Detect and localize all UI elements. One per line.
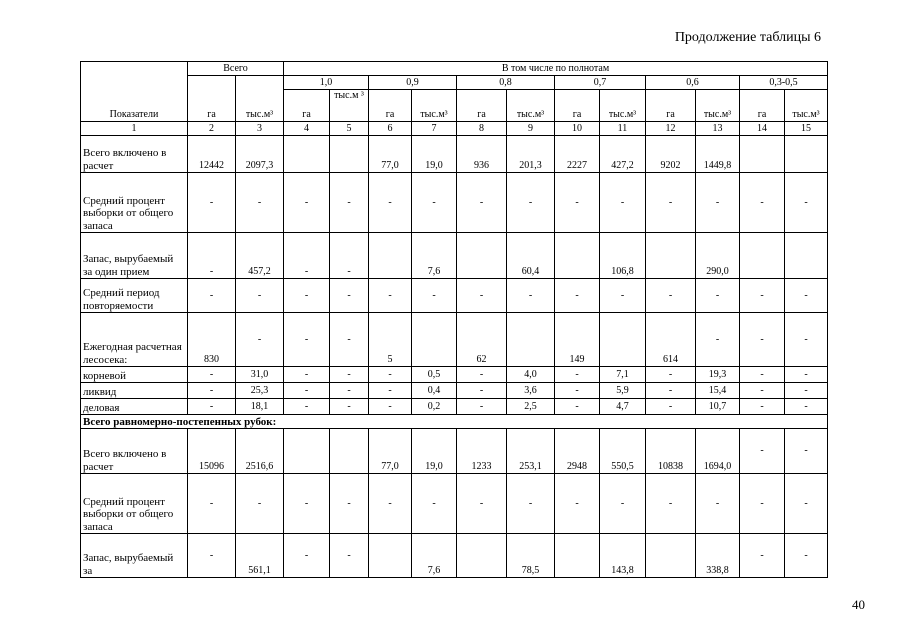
header-density: 0,8 (457, 76, 555, 90)
table-cell: - (369, 383, 412, 399)
table-body-section-2 (81, 429, 828, 578)
page-number: 40 (852, 597, 865, 612)
table-cell: - (696, 474, 740, 534)
column-number: 7 (412, 122, 457, 136)
table-cell: - (188, 399, 236, 415)
table-cell: - (330, 399, 369, 415)
table-cell: - (507, 279, 555, 313)
row-label: Средний процент выборки от общего запаса (81, 474, 188, 534)
table-row (81, 399, 828, 415)
table-cell: - (369, 173, 412, 233)
table-cell: - (740, 474, 785, 534)
table-cell: 143,8 (600, 534, 646, 578)
table-cell: - (555, 173, 600, 233)
header-density: 1,0 (284, 76, 369, 90)
table-cell: 78,5 (507, 534, 555, 578)
table-cell: - (555, 399, 600, 415)
table-cell (457, 534, 507, 578)
column-number: 14 (740, 122, 785, 136)
table-cell (330, 136, 369, 173)
table-cell: 253,1 (507, 429, 555, 474)
table-cell: - (188, 233, 236, 279)
table-cell (369, 534, 412, 578)
table-cell: 15096 (188, 429, 236, 474)
table-cell: 7,6 (412, 233, 457, 279)
table-cell: 12442 (188, 136, 236, 173)
header-density: 0,9 (369, 76, 457, 90)
table-cell: - (507, 474, 555, 534)
table-cell: 25,3 (236, 383, 284, 399)
table-cell: 4,0 (507, 367, 555, 383)
header-volume: тыс.м³ (600, 90, 646, 122)
table-cell: - (785, 383, 828, 399)
table-cell: - (369, 367, 412, 383)
header-density: 0,6 (646, 76, 740, 90)
table-cell: - (555, 279, 600, 313)
header-density: 0,7 (555, 76, 646, 90)
table-cell: - (188, 474, 236, 534)
table-cell: - (284, 279, 330, 313)
column-number: 3 (236, 122, 284, 136)
table-cell: - (369, 399, 412, 415)
column-number: 4 (284, 122, 330, 136)
table-cell: 18,1 (236, 399, 284, 415)
table-cell: - (330, 474, 369, 534)
column-numbers-row (81, 122, 828, 136)
table-cell: 2097,3 (236, 136, 284, 173)
row-label: Всего включено в расчет (81, 429, 188, 474)
table-cell: - (696, 279, 740, 313)
table-cell: - (412, 173, 457, 233)
column-number: 15 (785, 122, 828, 136)
table-cell (600, 313, 646, 367)
table-cell: - (188, 279, 236, 313)
table-cell: 2227 (555, 136, 600, 173)
table-cell: - (646, 367, 696, 383)
table-cell: - (555, 367, 600, 383)
table-row (81, 429, 828, 474)
table-cell: - (284, 383, 330, 399)
table-cell: 149 (555, 313, 600, 367)
table-row (81, 136, 828, 173)
table-cell (785, 233, 828, 279)
table-row (81, 534, 828, 578)
column-number: 8 (457, 122, 507, 136)
table-cell: - (696, 313, 740, 367)
table-cell (555, 534, 600, 578)
table-cell: 31,0 (236, 367, 284, 383)
header-volume: тыс.м³ (236, 76, 284, 122)
table-cell: 427,2 (600, 136, 646, 173)
table-row (81, 474, 828, 534)
table-cell: 0,2 (412, 399, 457, 415)
table-cell: - (696, 173, 740, 233)
table-cell: - (330, 534, 369, 578)
table-cell: 5,9 (600, 383, 646, 399)
table-cell: 10,7 (696, 399, 740, 415)
table-cell (555, 233, 600, 279)
column-number: 13 (696, 122, 740, 136)
header-ha: га (555, 90, 600, 122)
table-cell: 2516,6 (236, 429, 284, 474)
table-cell: - (740, 367, 785, 383)
table-cell: - (507, 173, 555, 233)
table-cell: - (785, 279, 828, 313)
table-cell: 457,2 (236, 233, 284, 279)
table-cell: - (236, 279, 284, 313)
column-number: 5 (330, 122, 369, 136)
row-label: Средний процент выборки от общего запаса (81, 173, 188, 233)
table-cell: - (236, 474, 284, 534)
header-volume: тыс.м ³ (330, 90, 369, 122)
table-cell: - (236, 313, 284, 367)
table-cell: - (740, 429, 785, 474)
table-cell: - (330, 279, 369, 313)
table-cell (457, 233, 507, 279)
row-label: Запас, вырубаемый за один прием (81, 233, 188, 279)
table-cell: 1233 (457, 429, 507, 474)
table-cell: - (600, 279, 646, 313)
table-cell: 77,0 (369, 429, 412, 474)
table-cell (740, 233, 785, 279)
table-cell (740, 136, 785, 173)
table-cell: 201,3 (507, 136, 555, 173)
table-cell: - (236, 173, 284, 233)
row-label: Ежегодная расчетная лесосека: (81, 313, 188, 367)
table-cell: - (555, 383, 600, 399)
table-cell: - (785, 534, 828, 578)
table-cell: - (330, 173, 369, 233)
table-cell: 19,0 (412, 136, 457, 173)
table-cell: 550,5 (600, 429, 646, 474)
header-total: Всего (188, 62, 284, 76)
row-label: ликвид (81, 383, 188, 399)
table-cell: - (284, 399, 330, 415)
table-cell: 2,5 (507, 399, 555, 415)
table-cell: - (740, 173, 785, 233)
table-body-section-1 (81, 136, 828, 415)
table-cell: 19,3 (696, 367, 740, 383)
table-cell: - (284, 233, 330, 279)
table-cell: - (457, 279, 507, 313)
table-cell: 9202 (646, 136, 696, 173)
table-cell: - (330, 367, 369, 383)
table-cell: 0,4 (412, 383, 457, 399)
table-cell: - (330, 233, 369, 279)
header-by-density: В том числе по полнотам (284, 62, 828, 76)
table-cell: 936 (457, 136, 507, 173)
row-label: Всего включено в расчет (81, 136, 188, 173)
table-cell: - (740, 383, 785, 399)
table-cell: - (646, 383, 696, 399)
table-cell (646, 233, 696, 279)
table-cell: - (785, 367, 828, 383)
table-cell: - (740, 313, 785, 367)
table-cell: 0,5 (412, 367, 457, 383)
row-label: Запас, вырубаемый за (81, 534, 188, 578)
table-cell: - (646, 399, 696, 415)
table-cell: - (785, 173, 828, 233)
header-density: 0,3-0,5 (740, 76, 828, 90)
table-cell: - (330, 313, 369, 367)
table-cell: - (412, 279, 457, 313)
table-cell: 77,0 (369, 136, 412, 173)
table-cell: - (412, 474, 457, 534)
table-cell: - (646, 474, 696, 534)
section-title: Всего равномерно-постепенных рубок: (81, 415, 828, 429)
header-ha: га (457, 90, 507, 122)
table-cell: - (188, 383, 236, 399)
table-cell (284, 136, 330, 173)
table-row (81, 233, 828, 279)
header-ha: га (284, 90, 330, 122)
table-cell (284, 429, 330, 474)
table-cell: 15,4 (696, 383, 740, 399)
table-caption: Продолжение таблицы 6 (674, 30, 821, 45)
table-cell: - (785, 313, 828, 367)
table-cell: 60,4 (507, 233, 555, 279)
table-cell: 7,6 (412, 534, 457, 578)
table-cell: - (740, 279, 785, 313)
table-cell: - (457, 399, 507, 415)
table-cell: 10838 (646, 429, 696, 474)
table-cell: - (188, 367, 236, 383)
table-cell: 106,8 (600, 233, 646, 279)
table-cell: 561,1 (236, 534, 284, 578)
table-cell: - (785, 429, 828, 474)
header-ha: га (740, 90, 785, 122)
table-row (81, 173, 828, 233)
header-ha: га (646, 90, 696, 122)
table-cell: - (457, 474, 507, 534)
row-label: деловая (81, 399, 188, 415)
table-cell: - (284, 313, 330, 367)
table-cell (785, 136, 828, 173)
table-cell (646, 534, 696, 578)
header-volume: тыс.м³ (785, 90, 828, 122)
table-cell: - (457, 383, 507, 399)
table-cell: - (330, 383, 369, 399)
table-cell: - (785, 399, 828, 415)
table-cell (412, 313, 457, 367)
table-cell: 830 (188, 313, 236, 367)
table-cell: - (284, 367, 330, 383)
table-row (81, 279, 828, 313)
table-cell: - (785, 474, 828, 534)
column-number: 11 (600, 122, 646, 136)
table-cell: - (188, 173, 236, 233)
table-cell: - (646, 279, 696, 313)
header-volume: тыс.м³ (696, 90, 740, 122)
column-number: 1 (81, 122, 188, 136)
table-cell: - (600, 474, 646, 534)
row-label: Средний период повторяемости (81, 279, 188, 313)
table-cell: - (457, 367, 507, 383)
table-cell: - (284, 173, 330, 233)
header-ha: га (188, 76, 236, 122)
header-volume: тыс.м³ (412, 90, 457, 122)
table-cell: - (600, 173, 646, 233)
header-volume: тыс.м³ (507, 90, 555, 122)
table-cell (507, 313, 555, 367)
table-cell: 290,0 (696, 233, 740, 279)
row-label: корневой (81, 367, 188, 383)
table-cell: 1694,0 (696, 429, 740, 474)
table-cell: 7,1 (600, 367, 646, 383)
table-row (81, 313, 828, 367)
table-cell: - (646, 173, 696, 233)
table-cell: 4,7 (600, 399, 646, 415)
header-indicators: Показатели (81, 62, 188, 122)
table-cell: - (740, 534, 785, 578)
table-cell: - (369, 279, 412, 313)
header-ha: га (369, 90, 412, 122)
table-cell: - (284, 474, 330, 534)
table-cell: 19,0 (412, 429, 457, 474)
table-cell: 338,8 (696, 534, 740, 578)
column-number: 2 (188, 122, 236, 136)
table-cell: - (284, 534, 330, 578)
column-number: 12 (646, 122, 696, 136)
table-row (81, 383, 828, 399)
table-cell: 2948 (555, 429, 600, 474)
table-cell: 62 (457, 313, 507, 367)
table-cell: 5 (369, 313, 412, 367)
table-row (81, 367, 828, 383)
column-number: 9 (507, 122, 555, 136)
table-cell: - (555, 474, 600, 534)
data-table (80, 61, 828, 578)
table-cell (330, 429, 369, 474)
table-cell: 3,6 (507, 383, 555, 399)
column-number: 10 (555, 122, 600, 136)
table-cell: - (188, 534, 236, 578)
table-cell: - (740, 399, 785, 415)
table-cell: - (369, 474, 412, 534)
table-cell: 1449,8 (696, 136, 740, 173)
column-number: 6 (369, 122, 412, 136)
table-cell (369, 233, 412, 279)
table-cell: 614 (646, 313, 696, 367)
table-cell: - (457, 173, 507, 233)
